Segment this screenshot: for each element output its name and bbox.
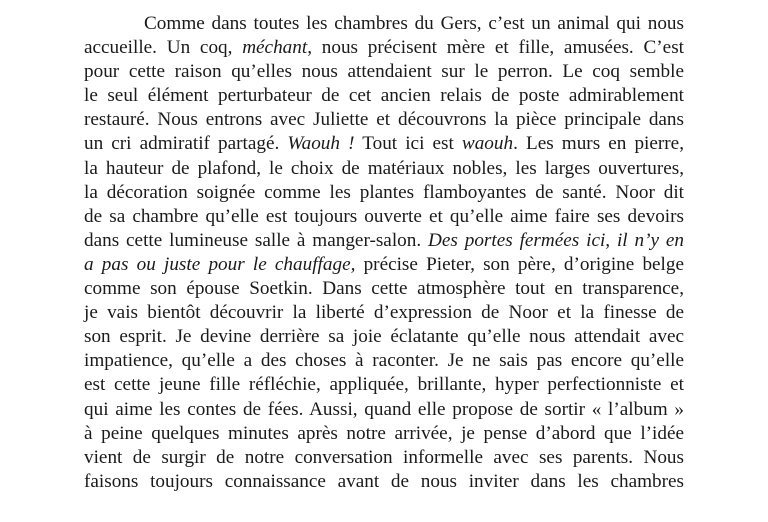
document-page: [84, 12, 684, 494]
text-line: [84, 325, 684, 349]
text-line: [84, 349, 684, 373]
text-run: à peine quelques minutes après notre arrivée, je pense d’abord que l’idée: [84, 422, 684, 444]
text-line: [84, 60, 684, 84]
text-run: un cri admiratif partagé.: [84, 133, 288, 155]
text-run: son esprit. Je devine derrière sa joie éclatante qu’elle nous attendait avec: [84, 326, 684, 348]
body-paragraph: [84, 12, 684, 494]
italic-run: méchant: [242, 37, 308, 59]
text-run: Tout ici est: [354, 133, 462, 155]
text-line: [84, 253, 684, 277]
text-run: dans cette lumineuse salle à manger-salon.: [84, 229, 429, 251]
text-run: . Les murs en pierre,: [513, 133, 684, 155]
italic-run: Des portes fermées ici, il n’y en: [428, 229, 684, 251]
text-line: [84, 108, 684, 132]
text-line: [84, 446, 684, 470]
italic-run: a pas ou juste pour le chauffage,: [84, 253, 356, 275]
text-run: comme son épouse Soetkin. Dans cette atmosphère tout en transparence,: [84, 278, 684, 300]
text-line: [84, 84, 684, 108]
text-run: la hauteur de plafond, le choix de matériaux nobles, les larges ouvertures,: [84, 157, 684, 179]
italic-run: Waouh !: [287, 133, 355, 155]
text-line: [84, 398, 684, 422]
text-run: la décoration soignée comme les plantes flamboyantes de santé. Noor dit: [84, 181, 684, 203]
text-line: [84, 301, 684, 325]
text-line: [84, 157, 684, 181]
text-run: accueille. Un coq,: [84, 37, 243, 59]
text-run: impatience, qu’elle a des choses à raconter. Je ne sais pas encore qu’elle: [84, 350, 684, 372]
text-run: , nous précisent mère et fille, amusées. C’est: [307, 37, 684, 59]
text-line: [84, 373, 684, 397]
text-line: [84, 132, 684, 156]
text-run: de sa chambre qu’elle est toujours ouverte et qu’elle aime faire ses devoirs: [84, 205, 684, 227]
text-run: qui aime les contes de fées. Aussi, quand elle propose de sortir « l’album »: [84, 398, 684, 420]
text-line: [84, 229, 684, 253]
text-line: [84, 12, 684, 36]
italic-run: waouh: [461, 133, 514, 155]
text-line: [84, 181, 684, 205]
text-run: pour cette raison qu’elles nous attendaient sur le perron. Le coq semble: [84, 61, 684, 83]
text-run: faisons toujours connaissance avant de nous inviter dans les chambres: [84, 470, 684, 492]
text-line: [84, 205, 684, 229]
text-run: Comme dans toutes les chambres du Gers, c’est un animal qui nous: [144, 13, 684, 34]
text-run: restauré. Nous entrons avec Juliette et découvrons la pièce principale dans: [84, 109, 684, 131]
text-line: [84, 277, 684, 301]
text-line: [84, 422, 684, 446]
text-run: je vais bientôt découvrir la liberté d’expression de Noor et la finesse de: [84, 302, 684, 324]
text-run: précise Pieter, son père, d’origine belge: [355, 253, 685, 275]
text-line: [84, 470, 684, 494]
text-line: [84, 36, 684, 60]
text-run: est cette jeune fille réfléchie, appliquée, brillante, hyper perfectionniste et: [84, 374, 684, 396]
text-run: vient de surgir de notre conversation informelle avec ses parents. Nous: [84, 446, 684, 468]
text-run: le seul élément perturbateur de cet ancien relais de poste admirablement: [84, 85, 684, 107]
